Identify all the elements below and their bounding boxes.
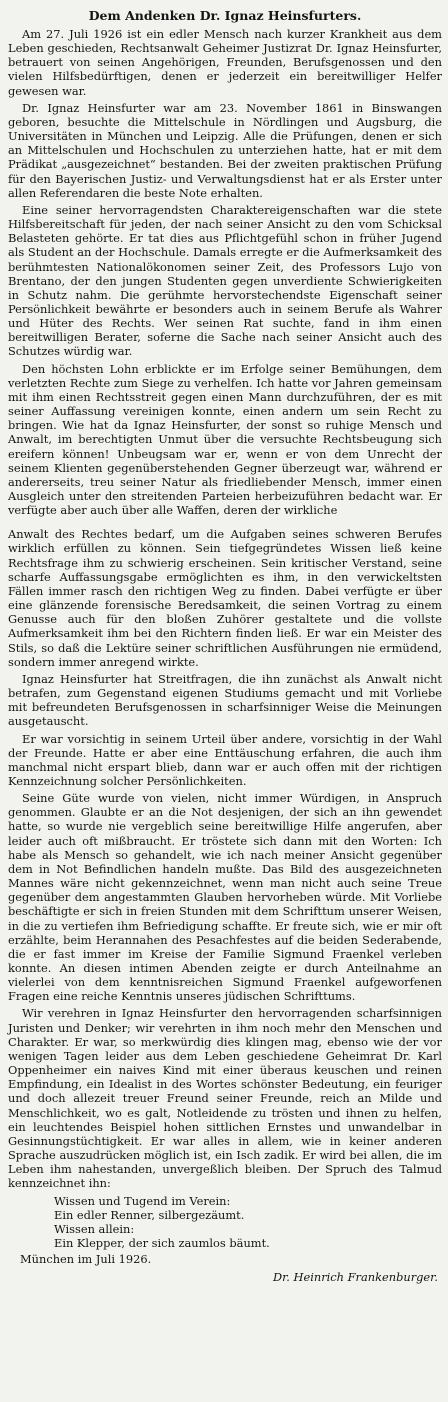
dateline: München im Juli 1926. <box>20 1252 152 1267</box>
talmud-verse <box>8 1194 442 1251</box>
paragraph-kindness-faith: Seine Güte wurde von vielen, nicht immer Würdigen, in Anspruch genommen. Glaubte er an die Not desjenigen, der sich an ihn gewendet hatte, so wurde nie vergeblich seine bereitwillige Hilfe angerufen, aber leider auch oft mißbraucht. Er tröstete sich dann mit den Worten: Ich habe als Mensch so gehandelt, wie ich nach meiner Ansicht gegenüber dem in Not Befindlichen handeln mußte. Das Bild des ausgezeichneten Mannes wäre nicht gekennzeichnet, wenn man nicht auch seine Treue gegenüber dem angestammten Glauben hervorheben würde. Mit Vorliebe beschäftigte er sich in freien Stunden mit dem Schrifttum unserer Weisen, in die zu vertiefen ihm Befriedigung schaffte. Er freute sich, wie er mir oft erzählte, beim Herannahen des Pesachfestes auf die beiden Sederabende, die er fast immer im Kreise der Familie Sigmund Fraenkel verleben konnte. An diesen intimen Abenden zeigte er durch Anteilnahme an vielerlei von dem kenntnisreichen Sigmund Fraenkel aufgeworfenen Fragen eine reiche Kenntnis unseres jüdischen Schrifttums. <box>8 791 442 1004</box>
verse-line: Ein Klepper, der sich zaumlos bäumt. <box>54 1235 270 1250</box>
verse-line: Wissen und Tugend im Verein: <box>54 1193 231 1208</box>
verse-line: Ein edler Renner, silbergezäumt. <box>54 1207 245 1222</box>
paragraph-legal-work: Den höchsten Lohn erblickte er im Erfolge seiner Bemühungen, dem verletzten Rechte zum Siege zu verhelfen. Ich hatte vor Jahren gemeinsam mit ihm einen Rechtsstreit gegen einen Mann durchzuführen, der es mit seiner Auffassung vereinigen konnte, einen andern um sein Recht zu bringen. Wie hat da Ignaz Heinsfurter, der sonst so ruhige Mensch und Anwalt, im berechtigten Unmut über die versuchte Rechtsbeugung sich ereifern können! Unbeugsam war er, wenn er von dem Unrecht der seinem Klienten gegenüberstehenden Gegner überzeugt war, während er andererseits, treu seiner Natur als friedliebender Mensch, immer einen Ausgleich unter den streitenden Parteien herbeizuführen bedacht war. Er verfügte aber auch über alle Waffen, deren der wirkliche <box>8 361 442 518</box>
paragraph-helpfulness: Eine seiner hervorragendsten Charaktereigenschaften war die stete Hilfsbereitschaft für jeden, der nach seiner Ansicht zu den vom Schicksal Belasteten gehörte. Er tat dies aus Pflichtgefühl schon in früher Jugend als Student an der Hochschule. Damals erregte er die Aufmerksamkeit des berühmtesten Nationalökonomen seiner Zeit, des Professors Lujo von Brentano, der den jungen Studenten gegen unverdiente Schwierigkeiten in Schutz nahm. Die gerühmte hervorstechendste Eigenschaft seiner Persönlichkeit bewährte er besonders auch in seinem Berufe als Wahrer und Hüter des Rechts. Wer seinen Rat suchte, fand in ihm einen bereitwilligen Berater, soferne die Sache nach seiner Ansicht auch des Schutzes würdig war. <box>8 202 442 359</box>
paragraph-studies: Ignaz Heinsfurter hat Streitfragen, die ihn zunächst als Anwalt nicht betrafen, zum Gegenstand eigenen Studiums gemacht und mit Vorliebe mit befreundeten Berufsgenossen in scharfsinniger Weise die Meinungen ausgetauscht. <box>8 671 442 729</box>
paragraph-biography: Dr. Ignaz Heinsfurter war am 23. November 1861 in Binswangen geboren, besuchte die Mittelschule in Nördlingen und Augsburg, die Universitäten in München und Leipzig. Alle die Prüfungen, denen er sich an Mittelschulen und Hochschulen zu unterziehen hatte, hat er mit dem Prädikat „ausgezeichnet“ bestanden. Bei der zweiten praktischen Prüfung für den Bayerischen Justiz- und Verwaltungsdienst hat er als Erster unter allen Referendaren die beste Note erhalten. <box>8 100 442 200</box>
verse-line: Wissen allein: <box>54 1221 135 1236</box>
author-signature: Dr. Heinrich Frankenburger. <box>272 1270 438 1285</box>
paragraph-advocate-skills: Anwalt des Rechtes bedarf, um die Aufgaben seines schweren Berufes wirklich erfüllen zu können. Sein tiefgegründetes Wissen ließ keine Rechtsfrage ihm zu schwierig erscheinen. Sein kritischer Verstand, seine scharfe Auffassungsgabe ermöglichten es ihm, in den verwickeltsten Fällen immer rasch den richtigen Weg zu finden. Dabei verfügte er über eine glänzende forensische Beredsamkeit, die seinen Vortrag zu einem Genusse auch für den bloßen Zuhörer gestaltete und die vollste Aufmerksamkeit ihm bei den Richtern finden ließ. Er war ein Meister des Stils, so daß die Lektüre seiner schriftlichen Ausführungen nie ermüdend, sondern immer anregend wirkte. <box>8 527 442 669</box>
paragraph-tribute: Wir verehren in Ignaz Heinsfurter den hervorragenden scharfsinnigen Juristen und Denker; wir verehrten in ihm noch mehr den Menschen und Charakter. Er war, so merkwürdig dies klingen mag, ebenso wie der vor wenigen Tagen leider aus dem Leben geschiedene Geheimrat Dr. Karl Oppenheimer ein naives Kind mit einer überaus keuschen und reinen Empfindung, ein Idealist in des Wortes schönster Bedeutung, ein feuriger und doch allezeit treuer Freund seiner Freunde, reich an Milde und Menschlichkeit, wo es galt, Notleidende zu trösten und ihnen zu helfen, ein leuchtendes Beispiel hohen sittlichen Ernstes und unwandelbar in Gesinnungstüchtigkeit. Er war alles in allem, wie in keiner anderen Sprache auszudrücken möglich ist, ein Isch zadik. Er wird bei allen, die im Leben ihm nahestanden, unvergeßlich bleiben. Der Spruch des Talmud kennzeichnet ihn: <box>8 1006 442 1191</box>
paragraph-judgement: Er war vorsichtig in seinem Urteil über andere, vorsichtig in der Wahl der Freunde. Hatte er aber eine Enttäuschung erfahren, die auch ihm manchmal nicht erspart blieb, dann war er auch offen mit der richtigen Kennzeichnung solcher Persönlichkeiten. <box>8 731 442 788</box>
paragraph-death-notice: Am 27. Juli 1926 ist ein edler Mensch nach kurzer Krankheit aus dem Leben geschieden, Rechtsanwalt Geheimer Justizrat Dr. Ignaz Heinsfurter, betrauert von seinen Angehörigen, Freunden, Berufsgenossen und den vielen Hilfsbedürftigen, denen er jederzeit ein bereitwilliger Helfer gewesen war. <box>8 27 442 98</box>
article-title: Dem Andenken Dr. Ignaz Heinsfurters. <box>88 8 362 23</box>
